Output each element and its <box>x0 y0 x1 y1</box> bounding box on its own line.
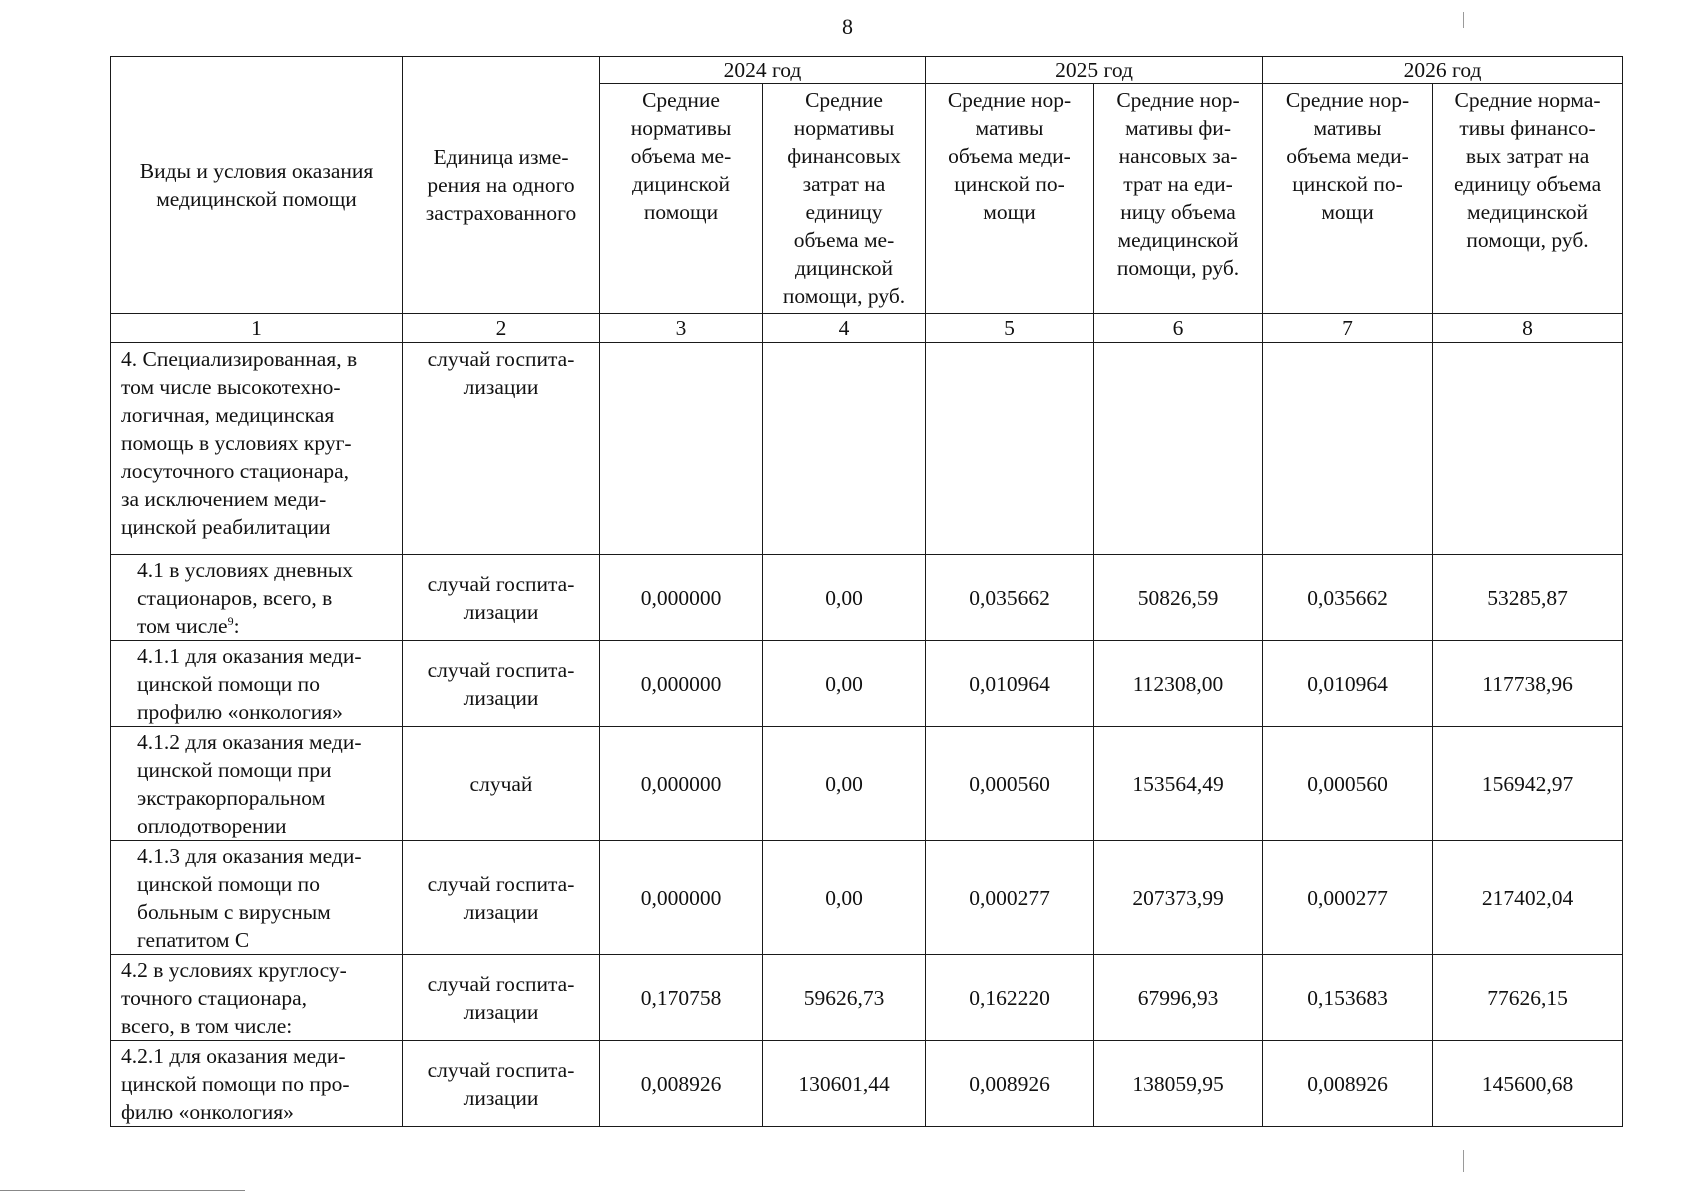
row-name <box>111 555 403 641</box>
cell-2025-cost: 112308,00 <box>1094 641 1263 727</box>
table-row <box>111 1041 1623 1127</box>
cell-2026-cost: 53285,87 <box>1433 555 1623 641</box>
row-name: 4.1.3 для оказания меди- цинской помощи по больным с вирусным гепатитом С <box>111 841 403 955</box>
cell-2026-cost: 145600,68 <box>1433 1041 1623 1127</box>
column-number: 5 <box>926 314 1094 343</box>
header-year-2025: 2025 год <box>926 57 1263 84</box>
page-number: 8 <box>842 14 853 39</box>
cell-2025-cost: 50826,59 <box>1094 555 1263 641</box>
row-unit: случай <box>403 727 600 841</box>
cell-2025-volume <box>926 343 1094 555</box>
cell-2025-volume: 0,000560 <box>926 727 1094 841</box>
header-2024-cost: Средние нормативы финансовых затрат на единицу объема ме- дицинской помощи, руб. <box>763 84 926 314</box>
column-number: 2 <box>403 314 600 343</box>
table-row <box>111 727 1623 841</box>
header-row-years <box>111 57 1623 84</box>
cell-2026-cost: 217402,04 <box>1433 841 1623 955</box>
cell-2026-cost <box>1433 343 1623 555</box>
cell-2024-cost: 0,00 <box>763 555 926 641</box>
header-2024-volume: Средние нормативы объема ме- дицинской помощи <box>600 84 763 314</box>
scan-artifact-line <box>1463 1150 1464 1172</box>
row-name: 4.1.1 для оказания меди- цинской помощи по профилю «онкология» <box>111 641 403 727</box>
table-row <box>111 841 1623 955</box>
cell-2024-volume: 0,000000 <box>600 555 763 641</box>
cell-2025-cost: 207373,99 <box>1094 841 1263 955</box>
cell-2026-volume: 0,000560 <box>1263 727 1433 841</box>
cell-2024-cost: 0,00 <box>763 641 926 727</box>
cell-2024-volume: 0,008926 <box>600 1041 763 1127</box>
footnote-marker: 9 <box>227 613 234 628</box>
header-2025-volume: Средние нор- мативы объема меди- цинской по- мощи <box>926 84 1094 314</box>
cell-2026-volume: 0,153683 <box>1263 955 1433 1041</box>
row-unit: случай госпита- лизации <box>403 641 600 727</box>
header-2026-volume: Средние нор- мативы объема меди- цинской по- мощи <box>1263 84 1433 314</box>
table-row <box>111 641 1623 727</box>
header-2026-cost: Средние норма- тивы финансо- вых затрат на единицу объема медицинской помощи, руб. <box>1433 84 1623 314</box>
cell-2025-volume: 0,008926 <box>926 1041 1094 1127</box>
medical-norms-table <box>110 56 1623 1127</box>
cell-2026-cost: 156942,97 <box>1433 727 1623 841</box>
row-name: 4.1.2 для оказания меди- цинской помощи при экстракорпоральном оплодотворении <box>111 727 403 841</box>
header-2025-cost: Средние нор- мативы фи- нансовых за- трат на еди- ницу объема медицинской помощи, руб. <box>1094 84 1263 314</box>
row-name-text: 4.1 в условиях дневных стационаров, всего, в том числе <box>137 557 354 638</box>
column-number: 8 <box>1433 314 1623 343</box>
cell-2025-cost: 67996,93 <box>1094 955 1263 1041</box>
table-row <box>111 555 1623 641</box>
cell-2024-volume: 0,000000 <box>600 641 763 727</box>
cell-2026-volume: 0,000277 <box>1263 841 1433 955</box>
row-name: 4.2 в условиях круглосу- точного стационара, всего, в том числе: <box>111 955 403 1041</box>
column-number: 6 <box>1094 314 1263 343</box>
scan-artifact-line <box>1463 12 1464 28</box>
table-row <box>111 955 1623 1041</box>
cell-2025-volume: 0,010964 <box>926 641 1094 727</box>
cell-2024-cost: 0,00 <box>763 841 926 955</box>
header-unit: Единица изме- рения на одного застрахованного <box>403 57 600 314</box>
cell-2026-volume <box>1263 343 1433 555</box>
row-unit: случай госпита- лизации <box>403 1041 600 1127</box>
row-unit: случай госпита- лизации <box>403 841 600 955</box>
row-unit: случай госпита- лизации <box>403 955 600 1041</box>
table-row <box>111 343 1623 555</box>
cell-2026-volume: 0,008926 <box>1263 1041 1433 1127</box>
cell-2025-volume: 0,162220 <box>926 955 1094 1041</box>
row-name: 4. Специализированная, в том числе высокотехно- логичная, медицинская помощь в условиях круг- лосуточного стационара, за исключением меди- цинской реабилитации <box>111 343 403 555</box>
cell-2025-volume: 0,000277 <box>926 841 1094 955</box>
cell-2024-volume: 0,000000 <box>600 727 763 841</box>
cell-2026-volume: 0,035662 <box>1263 555 1433 641</box>
cell-2024-cost: 130601,44 <box>763 1041 926 1127</box>
row-unit: случай госпита- лизации <box>403 343 600 555</box>
cell-2025-cost <box>1094 343 1263 555</box>
cell-2024-volume: 0,170758 <box>600 955 763 1041</box>
cell-2024-volume <box>600 343 763 555</box>
column-number: 4 <box>763 314 926 343</box>
cell-2025-cost: 138059,95 <box>1094 1041 1263 1127</box>
row-name: 4.2.1 для оказания меди- цинской помощи по про- филю «онкология» <box>111 1041 403 1127</box>
cell-2025-cost: 153564,49 <box>1094 727 1263 841</box>
column-number: 7 <box>1263 314 1433 343</box>
header-year-2024: 2024 год <box>600 57 926 84</box>
row-name-suffix: : <box>233 613 240 638</box>
header-year-2026: 2026 год <box>1263 57 1623 84</box>
cell-2024-volume: 0,000000 <box>600 841 763 955</box>
column-number: 3 <box>600 314 763 343</box>
footnote-separator-line <box>0 1190 245 1191</box>
cell-2024-cost: 0,00 <box>763 727 926 841</box>
cell-2026-cost: 77626,15 <box>1433 955 1623 1041</box>
column-number: 1 <box>111 314 403 343</box>
cell-2026-volume: 0,010964 <box>1263 641 1433 727</box>
cell-2025-volume: 0,035662 <box>926 555 1094 641</box>
cell-2024-cost <box>763 343 926 555</box>
cell-2026-cost: 117738,96 <box>1433 641 1623 727</box>
row-unit: случай госпита- лизации <box>403 555 600 641</box>
column-numbers-row <box>111 314 1623 343</box>
cell-2024-cost: 59626,73 <box>763 955 926 1041</box>
header-kinds-of-care: Виды и условия оказания медицинской помощи <box>111 57 403 314</box>
